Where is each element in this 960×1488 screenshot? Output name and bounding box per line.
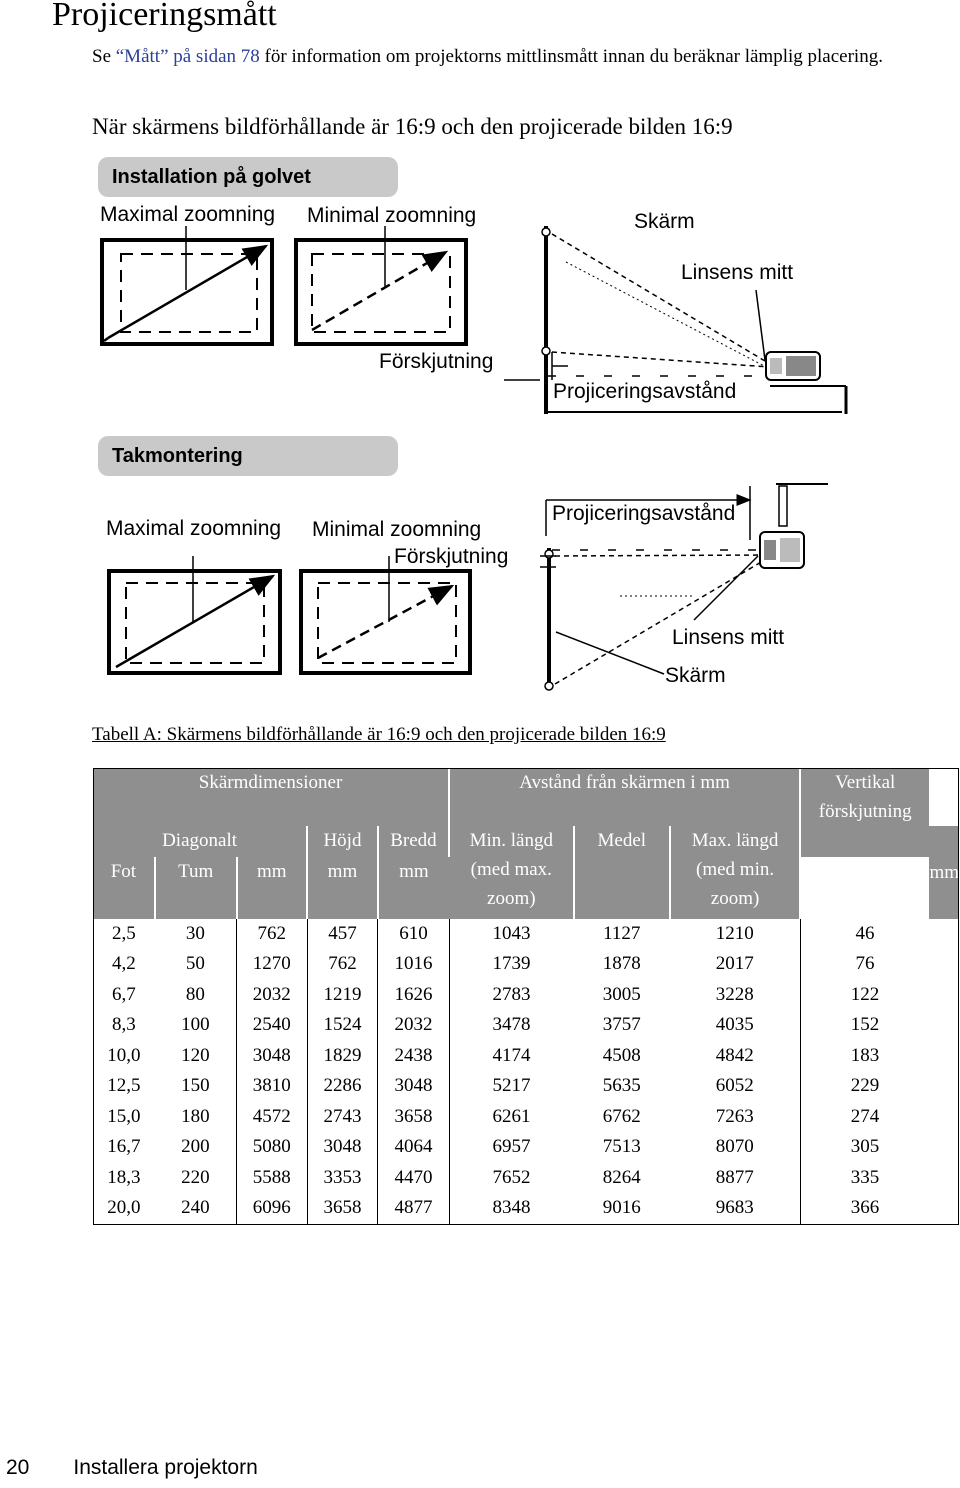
- ceiling-max-zoom-screen: [109, 556, 280, 673]
- table-cell: 8877: [670, 1163, 800, 1194]
- table-cell: 5217: [492, 1075, 531, 1097]
- table-cell: 10,0: [107, 1044, 141, 1066]
- header-offset-unit: mm: [929, 826, 959, 919]
- intro-prefix: Se: [92, 46, 116, 67]
- table-cell: 457: [307, 919, 378, 950]
- table-cell: 2032: [378, 1010, 449, 1041]
- page-footer: [6, 1456, 302, 1480]
- table-cell: 3658: [378, 1102, 449, 1133]
- table-cell: 3757: [602, 1014, 641, 1036]
- floor-lens-center-label: Linsens mitt: [681, 261, 794, 284]
- table-cell: 30: [155, 919, 237, 950]
- table-cell: 1127: [603, 922, 641, 944]
- page-title: Projiceringsmått: [52, 0, 277, 33]
- table-row: [93, 1193, 959, 1224]
- header-inch: Tum: [155, 857, 237, 919]
- table-row: [93, 949, 959, 980]
- floor-side-view: [504, 226, 846, 414]
- header-distance: Avstånd från skärmen i mm: [449, 768, 800, 826]
- header-diagonal: Diagonalt: [93, 826, 307, 857]
- table-cell: 8348: [492, 1197, 531, 1219]
- ceiling-distance-label: Projiceringsavstånd: [552, 502, 736, 525]
- table-row: [93, 980, 959, 1011]
- table-cell: 762: [307, 949, 378, 980]
- table-cell: 3048: [237, 1041, 308, 1072]
- table-cell: 4877: [378, 1193, 449, 1224]
- header-height: Höjd: [307, 826, 378, 857]
- section-heading: När skärmens bildförhållande är 16:9 och den projicerade bilden 16:9: [92, 114, 733, 139]
- table-cell: 2438: [378, 1041, 449, 1072]
- floor-min-zoom-screen: [296, 226, 466, 344]
- table-cell: 1829: [307, 1041, 378, 1072]
- table-cell: 366: [850, 1197, 880, 1219]
- table-row: [93, 1010, 959, 1041]
- floor-install-title: Installation på golvet: [98, 157, 398, 197]
- table-cell: 6052: [670, 1071, 800, 1102]
- page-number: 20: [6, 1456, 30, 1479]
- floor-screen-label: Skärm: [634, 210, 695, 233]
- table-cell: 8264: [602, 1166, 641, 1188]
- ceiling-lens-center-label: Linsens mitt: [672, 626, 785, 649]
- table-cell: 50: [155, 949, 237, 980]
- table-cell: 8070: [670, 1132, 800, 1163]
- table-cell: 4508: [602, 1044, 641, 1066]
- floor-offset-label: Förskjutning: [379, 350, 494, 373]
- table-cell: 15,0: [107, 1105, 141, 1127]
- ceiling-screen-label: Skärm: [665, 664, 726, 687]
- table-cell: 5080: [237, 1132, 308, 1163]
- table-cell: 122: [850, 983, 880, 1005]
- table-cell: 6096: [237, 1193, 308, 1224]
- table-cell: 8,3: [112, 1014, 136, 1036]
- projection-table: [93, 768, 959, 1224]
- table-cell: 1626: [378, 980, 449, 1011]
- header-average: Medel: [574, 826, 671, 919]
- table-row: [93, 919, 959, 950]
- table-cell: 2540: [237, 1010, 308, 1041]
- table-row: [93, 1041, 959, 1072]
- table-cell: 2286: [307, 1071, 378, 1102]
- table-cell: 3810: [237, 1071, 308, 1102]
- table-cell: 12,5: [107, 1075, 141, 1097]
- footer-section: Installera projektorn: [73, 1456, 258, 1479]
- ceiling-min-zoom-label: Minimal zoomning: [312, 518, 482, 541]
- table-cell: 2743: [307, 1102, 378, 1133]
- ceiling-offset-label: Förskjutning: [394, 545, 509, 568]
- table-cell: 2783: [492, 983, 531, 1005]
- projection-diagrams: [0, 0, 960, 720]
- table-cell: 3048: [378, 1071, 449, 1102]
- table-cell: 4064: [378, 1132, 449, 1163]
- table-cell: 3353: [307, 1163, 378, 1194]
- table-cell: 3228: [670, 980, 800, 1011]
- header-width: Bredd: [378, 826, 449, 857]
- table-cell: 120: [155, 1041, 237, 1072]
- intro-suffix: för information om projektorns mittlinsmått innan du beräknar lämplig placering.: [259, 46, 883, 67]
- table-cell: 100: [155, 1010, 237, 1041]
- table-cell: 6261: [492, 1105, 531, 1127]
- table-row: [93, 1132, 959, 1163]
- table-cell: 240: [155, 1193, 237, 1224]
- table-cell: 3478: [492, 1014, 531, 1036]
- header-width-mm: mm: [378, 857, 449, 919]
- table-cell: 6762: [602, 1105, 641, 1127]
- table-cell: 1270: [237, 949, 308, 980]
- header-diag-mm: mm: [237, 857, 308, 919]
- table-cell: 4842: [670, 1041, 800, 1072]
- table-cell: 4470: [378, 1163, 449, 1194]
- ceiling-max-zoom-label: Maximal zoomning: [106, 517, 282, 540]
- table-cell: 20,0: [107, 1197, 141, 1219]
- table-cell: 18,3: [107, 1166, 141, 1188]
- table-cell: 762: [237, 919, 308, 950]
- table-cell: 6957: [492, 1136, 531, 1158]
- table-cell: 5635: [602, 1075, 641, 1097]
- table-cell: 1524: [307, 1010, 378, 1041]
- table-cell: 1016: [378, 949, 449, 980]
- table-cell: 1739: [492, 953, 531, 975]
- table-cell: 2032: [237, 980, 308, 1011]
- table-cell: 3048: [307, 1132, 378, 1163]
- table-cell: 220: [155, 1163, 237, 1194]
- table-caption: Tabell A: Skärmens bildförhållande är 16:9 och den projicerade bilden 16:9: [92, 724, 666, 745]
- dimensions-link[interactable]: “Mått” på sidan 78: [115, 46, 260, 67]
- table-cell: 305: [850, 1136, 880, 1158]
- table-cell: 3658: [307, 1193, 378, 1224]
- table-cell: 180: [155, 1102, 237, 1133]
- table-cell: 9683: [670, 1193, 800, 1224]
- table-cell: 2,5: [112, 922, 136, 944]
- table-cell: 4572: [237, 1102, 308, 1133]
- table-row: [93, 1163, 959, 1194]
- floor-max-zoom-label: Maximal zoomning: [100, 203, 276, 226]
- floor-max-zoom-screen: [102, 226, 272, 344]
- table-row: [93, 1102, 959, 1133]
- table-cell: 7513: [602, 1136, 641, 1158]
- table-cell: 76: [855, 953, 875, 975]
- table-cell: 1878: [602, 953, 641, 975]
- header-screen-dimensions: Skärmdimensioner: [93, 768, 449, 826]
- table-cell: 6,7: [112, 983, 136, 1005]
- table-cell: 3005: [602, 983, 641, 1005]
- table-cell: 1043: [492, 922, 531, 944]
- table-cell: 183: [850, 1044, 880, 1066]
- table-cell: 335: [850, 1166, 880, 1188]
- table-cell: 152: [850, 1014, 880, 1036]
- table-cell: 229: [850, 1075, 880, 1097]
- header-min-length: Min. längd (med max. zoom): [449, 826, 573, 919]
- table-cell: 5588: [237, 1163, 308, 1194]
- table-cell: 2017: [670, 949, 800, 980]
- table-cell: 7263: [670, 1102, 800, 1133]
- table-cell: 200: [155, 1132, 237, 1163]
- table-row: [93, 1071, 959, 1102]
- table-cell: 4035: [670, 1010, 800, 1041]
- ceiling-min-zoom-screen: [301, 556, 470, 673]
- floor-distance-label: Projiceringsavstånd: [553, 380, 737, 403]
- header-vertical-offset: Vertikal förskjutning: [800, 768, 929, 857]
- floor-min-zoom-label: Minimal zoomning: [307, 204, 477, 227]
- table-cell: 610: [378, 919, 449, 950]
- table-cell: 1219: [307, 980, 378, 1011]
- table-cell: 4,2: [112, 953, 136, 975]
- table-cell: 274: [850, 1105, 880, 1127]
- table-cell: 150: [155, 1071, 237, 1102]
- header-max-length: Max. längd (med min. zoom): [670, 826, 800, 919]
- header-foot: Fot: [93, 857, 155, 919]
- header-height-mm: mm: [307, 857, 378, 919]
- table-cell: 7652: [492, 1166, 531, 1188]
- table-cell: 16,7: [107, 1136, 141, 1158]
- ceiling-install-title: Takmontering: [98, 436, 398, 476]
- table-cell: 1210: [670, 919, 800, 950]
- table-cell: 4174: [492, 1044, 531, 1066]
- table-cell: 9016: [602, 1197, 641, 1219]
- table-cell: 46: [855, 922, 875, 944]
- table-cell: 80: [155, 980, 237, 1011]
